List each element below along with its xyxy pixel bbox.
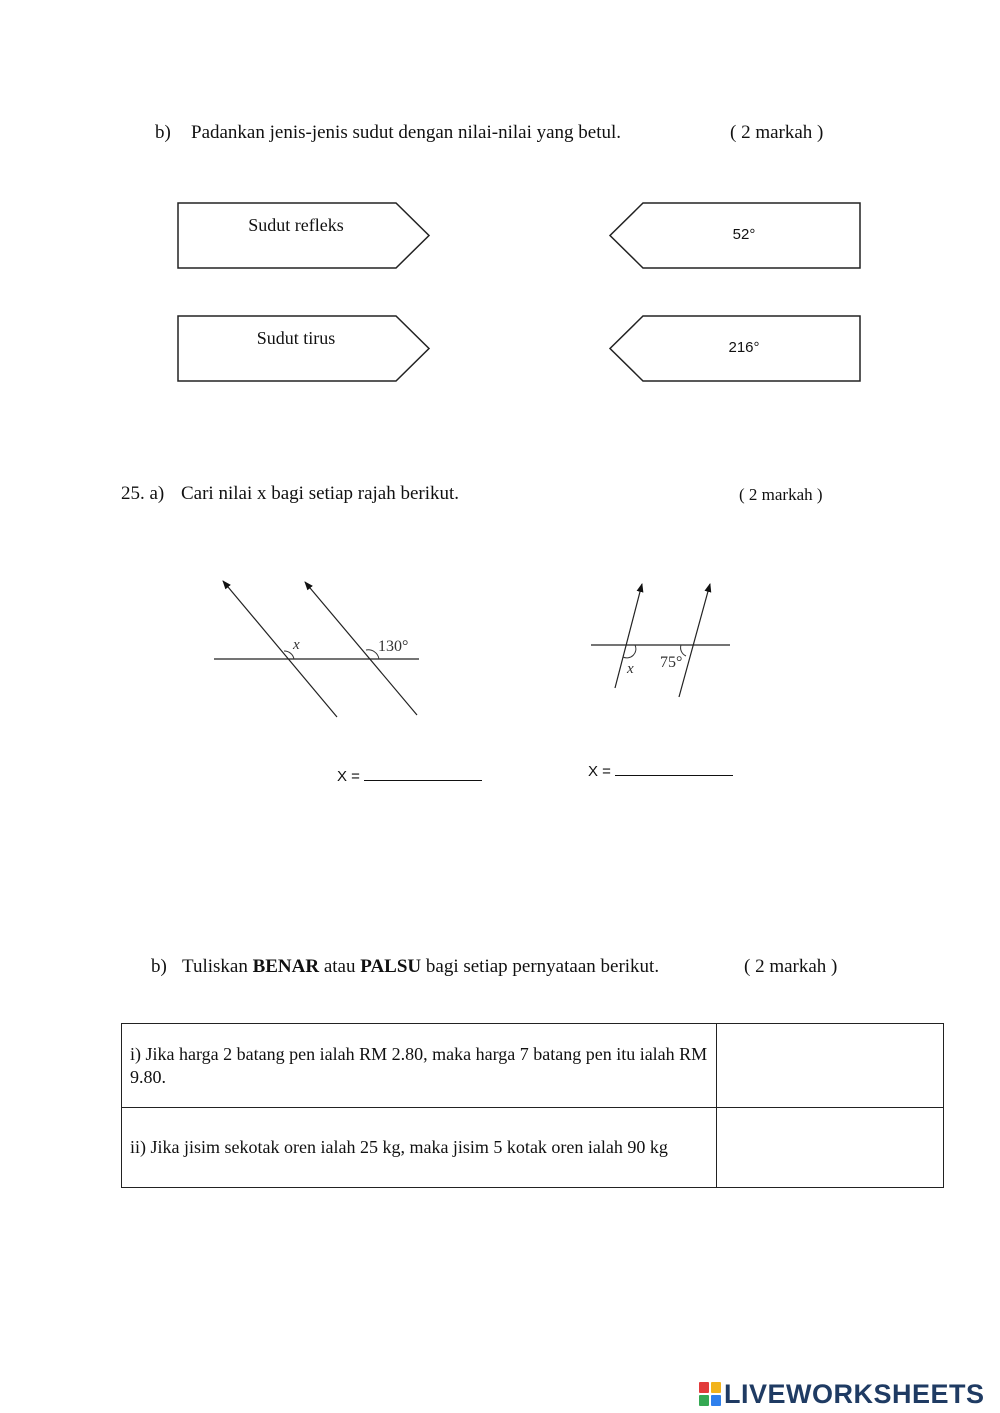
table-row	[122, 1024, 944, 1108]
q25b-label: b)	[151, 956, 167, 977]
q24b-label: b)	[155, 122, 171, 143]
match-right-item-1[interactable]: 52°	[732, 226, 756, 243]
q25a-label: 25. a)	[121, 483, 165, 504]
answer-cell-1[interactable]	[717, 1024, 944, 1108]
q25b-word-true: BENAR	[252, 956, 320, 977]
q24b-instruction: Padankan jenis-jenis sudut dengan nilai-nilai yang betul.	[191, 122, 622, 143]
q25a-marks: ( 2 markah )	[739, 485, 823, 504]
q25b-word-false: PALSU	[360, 956, 422, 977]
diagram-1	[214, 581, 419, 717]
diagram1-angle-130: 130°	[378, 638, 409, 655]
liveworksheets-logo	[698, 1377, 985, 1411]
answer-line-1	[337, 766, 482, 785]
diagram-2	[591, 584, 730, 697]
brand-name: LIVEWORKSHEETS	[724, 1378, 985, 1409]
q25b-marks: ( 2 markah )	[744, 956, 838, 977]
diagram2-parallel-line-2	[679, 584, 710, 697]
diagram2-angle-x: x	[627, 661, 634, 677]
answer-label-1: X =	[337, 768, 360, 785]
answer-label-2: X =	[588, 763, 611, 780]
match-left-item-1[interactable]: Sudut refleks	[248, 215, 344, 235]
statement-1: i) Jika harga 2 batang pen ialah RM 2.80, maka harga 7 batang pen itu ialah RM 9.80.	[122, 1024, 717, 1108]
answer-line-2	[588, 761, 733, 780]
diagram1-angle-x: x	[293, 637, 300, 653]
statement-2: ii) Jika jisim sekotak oren ialah 25 kg, maka jisim 5 kotak oren ialah 90 kg	[122, 1108, 717, 1188]
answer-cell-2[interactable]	[717, 1108, 944, 1188]
angle-diagrams-svg	[0, 560, 1000, 740]
true-false-table	[121, 1023, 944, 1188]
answer-input-1[interactable]	[364, 766, 482, 781]
diagram1-parallel-line-1	[223, 581, 337, 717]
match-right-item-2[interactable]: 216°	[728, 339, 760, 356]
q25b-instruction	[182, 956, 659, 978]
matching-boxes-svg	[0, 0, 1000, 400]
q25b-instruction-post: bagi setiap pernyataan berikut.	[421, 956, 660, 977]
liveworksheets-logo-icon	[698, 1380, 722, 1408]
q25b-instruction-pre: Tuliskan	[182, 956, 253, 977]
q25a-instruction: Cari nilai x bagi setiap rajah berikut.	[181, 483, 460, 504]
match-left-item-2[interactable]: Sudut tirus	[256, 328, 336, 348]
answer-input-2[interactable]	[615, 761, 733, 776]
q25b-instruction-mid: atau	[319, 956, 361, 977]
diagram2-angle-75: 75°	[660, 654, 683, 671]
table-row	[122, 1108, 944, 1188]
q24b-marks: ( 2 markah )	[730, 122, 824, 143]
